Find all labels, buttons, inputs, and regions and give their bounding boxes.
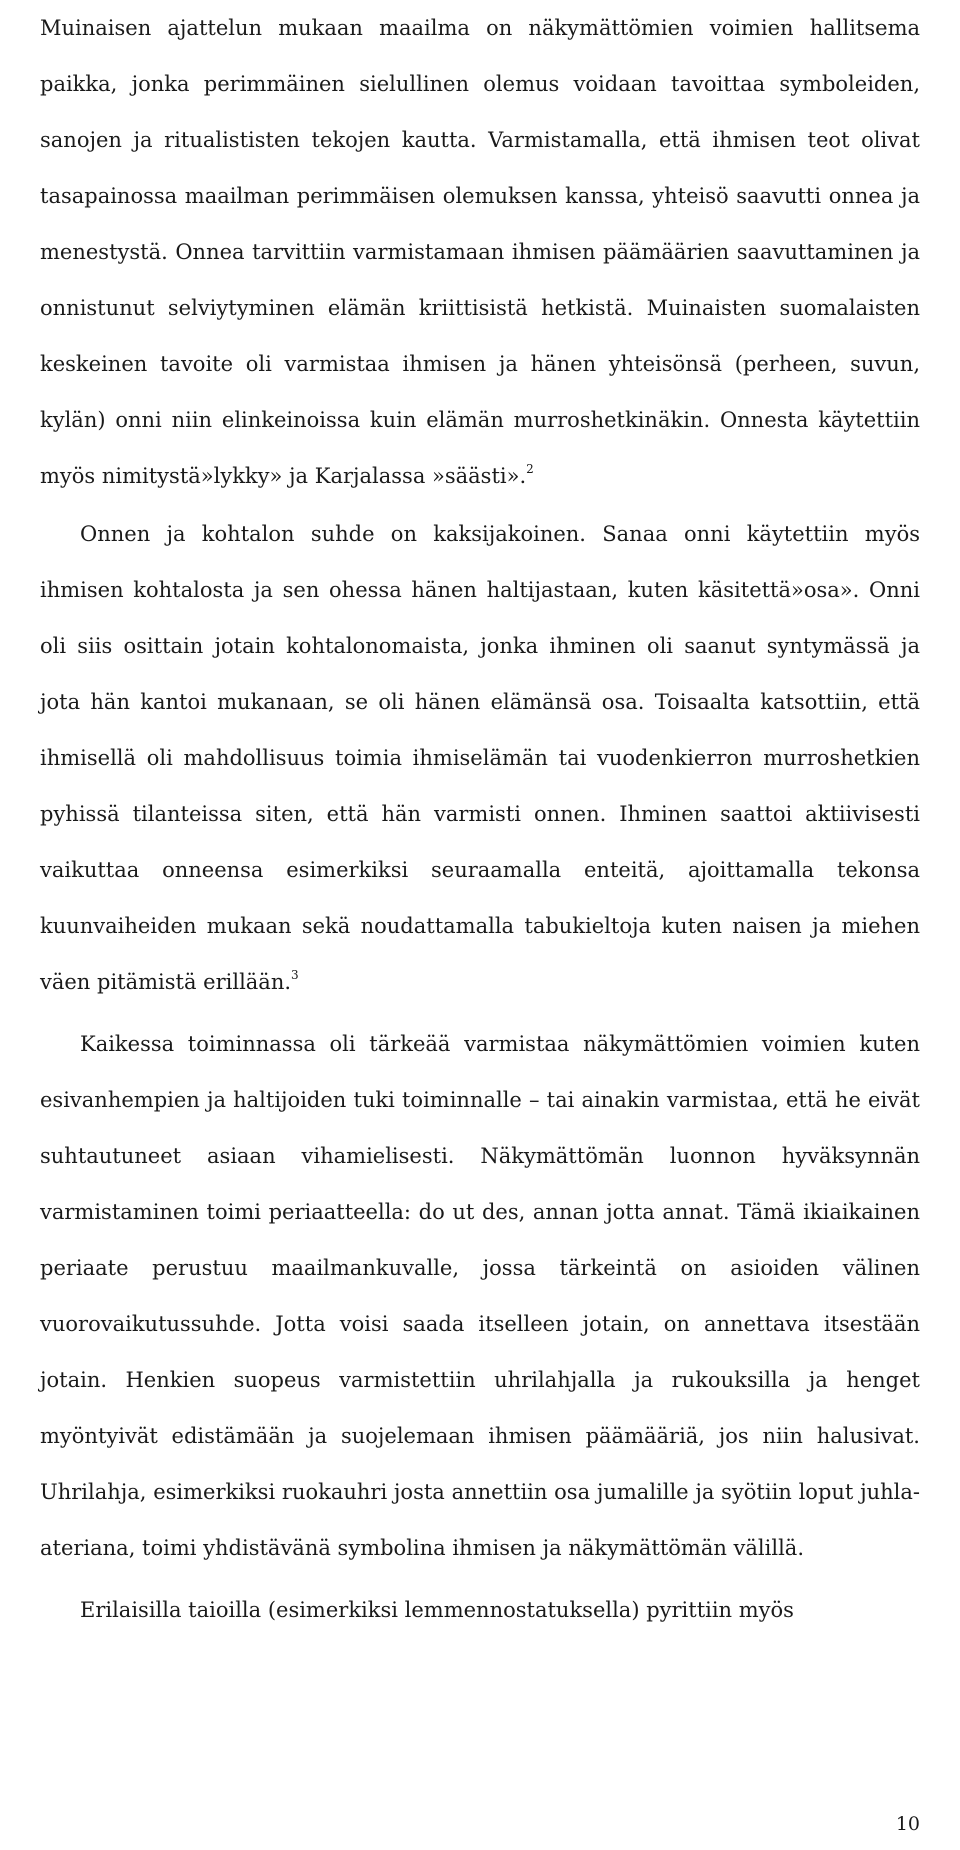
paragraph-2-text: Onnen ja kohtalon suhde on kaksijakoinen. Sanaa onni käytettiin myös ihmisen kohtalosta ja sen ohessa hänen haltijastaan, kuten käsitettä»osa». Onni oli siis osittain jotain kohtalonomaista, jonka ihminen oli saanut syntymässä ja jota hän kantoi mukanaan, se oli hänen elämänsä osa. Toisaalta katsottiin, että ihmisellä oli mahdollisuus toimia ihmiselämän tai vuodenkierron murroshetkien pyhissä tilanteissa siten, että hän varmisti onnen. Ihminen saattoi aktiivisesti vaikuttaa onneensa esimerkiksi seuraamalla enteitä, ajoittamalla tekonsa kuunvaiheiden mukaan sekä noudattamalla tabukieltoja kuten naisen ja miehen väen pitämistä erillään. [40, 522, 920, 994]
paragraph-3 [40, 1016, 920, 1576]
footnote-marker-3: 3 [291, 968, 299, 982]
document-page [40, 0, 920, 1638]
paragraph-4-text: Erilaisilla taioilla (esimerkiksi lemmennostatuksella) pyrittiin myös [80, 1598, 794, 1622]
paragraph-1-text: Muinaisen ajattelun mukaan maailma on näkymättömien voimien hallitsema paikka, jonka perimmäinen sielullinen olemus voidaan tavoittaa symboleiden, sanojen ja ritualististen tekojen kautta. Varmistamalla, että ihmisen teot olivat tasapainossa maailman perimmäisen olemuksen kanssa, yhteisö saavutti onnea ja menestystä. Onnea tarvittiin varmistamaan ihmisen päämäärien saavuttaminen ja onnistunut selviytyminen elämän kriittisistä hetkistä. Muinaisten suomalaisten keskeinen tavoite oli varmistaa ihmisen ja hänen yhteisönsä (perheen, suvun, kylän) onni niin elinkeinoissa kuin elämän murroshetkinäkin. Onnesta käytettiin myös nimitystä»lykky» ja Karjalassa »säästi». [40, 16, 920, 488]
paragraph-4 [40, 1582, 920, 1638]
footnote-marker-2: 2 [526, 462, 534, 476]
paragraph-1 [40, 0, 920, 504]
paragraph-3-text: Kaikessa toiminnassa oli tärkeää varmistaa näkymättömien voimien kuten esivanhempien ja haltijoiden tuki toiminnalle – tai ainakin varmistaa, että he eivät suhtautuneet asiaan vihamielisesti. Näkymättömän luonnon hyväksynnän varmistaminen toimi periaatteella: do ut des, annan jotta annat. Tämä ikiaikainen periaate perustuu maailmankuvalle, jossa tärkeintä on asioiden välinen vuorovaikutussuhde. Jotta voisi saada itselleen jotain, on annettava itsestään jotain. Henkien suopeus varmistettiin uhrilahjalla ja rukouksilla ja henget myöntyivät edistämään ja suojelemaan ihmisen päämääriä, jos niin halusivat. Uhrilahja, esimerkiksi ruokauhri josta annettiin osa jumalille ja syötiin loput juhla-ateriana, toimi yhdistävänä symbolina ihmisen ja näkymättömän välillä. [40, 1032, 920, 1560]
page-number: 10 [895, 1813, 920, 1835]
paragraph-2 [40, 506, 920, 1010]
